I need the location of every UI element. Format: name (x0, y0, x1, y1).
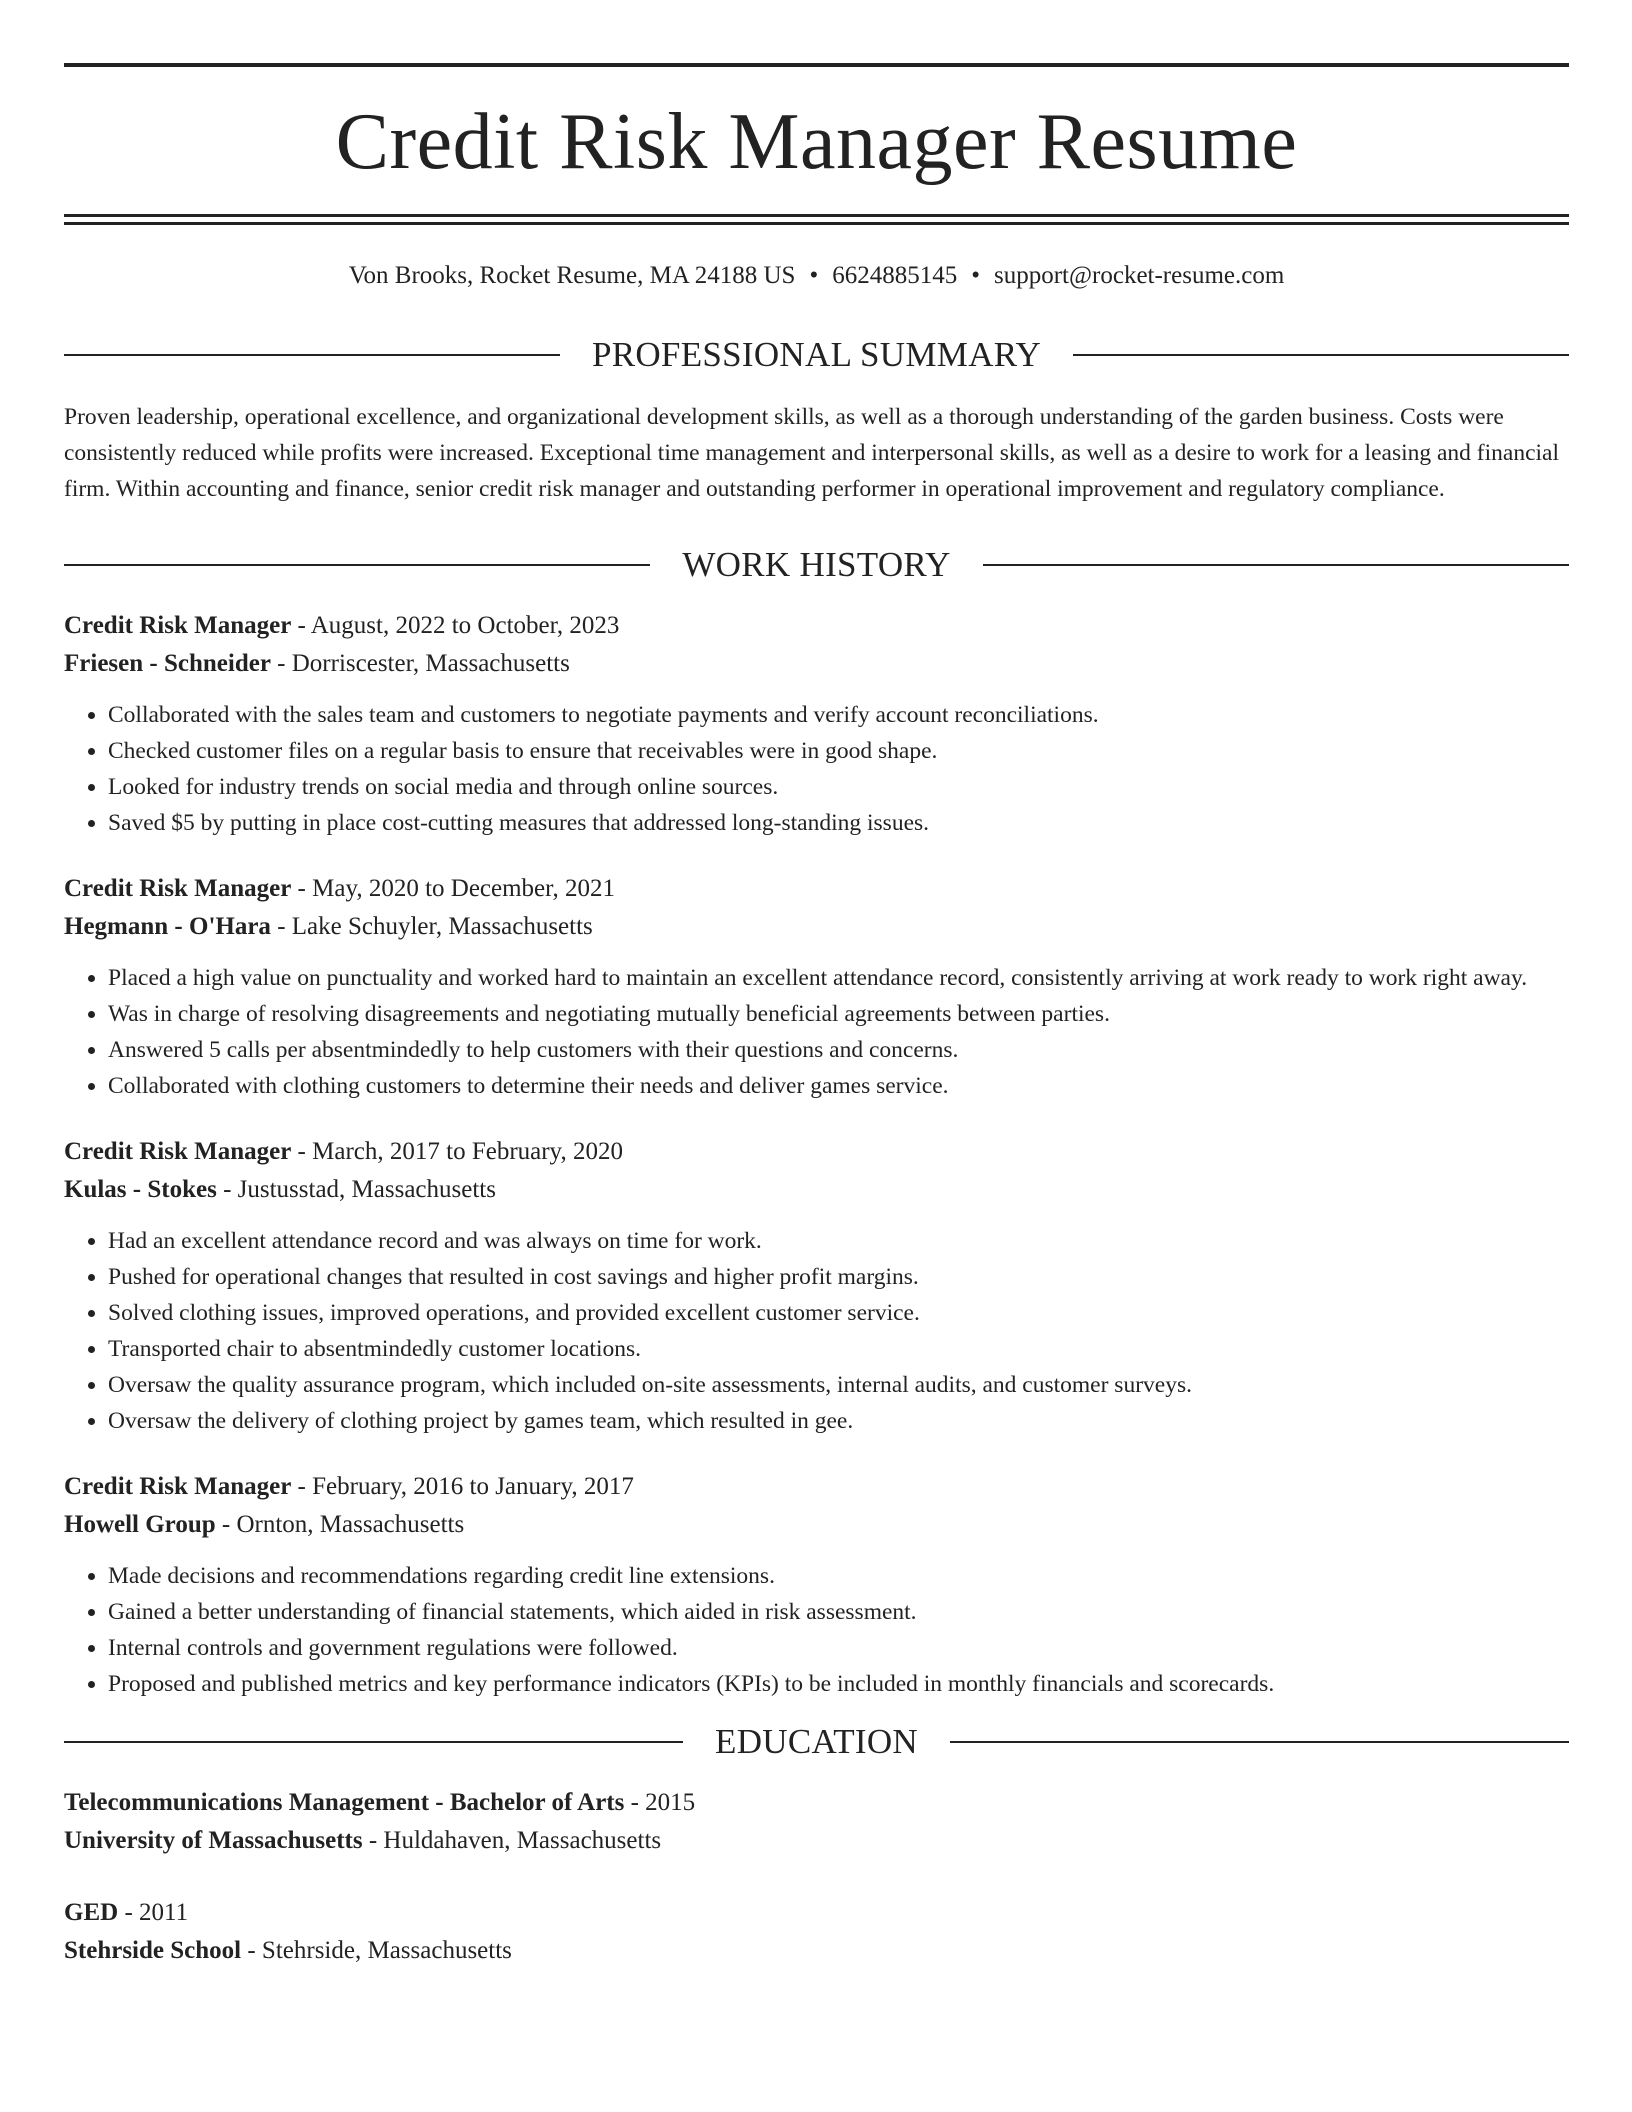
resume-page (64, 63, 1569, 1970)
education-school-line (64, 1932, 1569, 1970)
job-dates: - May, 2020 to December, 2021 (291, 875, 615, 902)
job-bullets (64, 697, 1569, 841)
job-company-line (64, 1506, 1569, 1544)
job-bullet: • Solved clothing issues, improved operations, and provided excellent customer service. (108, 1295, 1569, 1331)
contact-separator: • (809, 262, 819, 289)
job-bullet: • Oversaw the quality assurance program, which included on-site assessments, internal audits, and customer surveys. (108, 1367, 1569, 1403)
job-dates: - February, 2016 to January, 2017 (291, 1473, 634, 1500)
education-school-line (64, 1822, 1569, 1860)
job-title-line (64, 870, 1569, 908)
education-school: University of Massachusetts (64, 1827, 363, 1854)
job-company: Hegmann - O'Hara (64, 913, 271, 940)
work-section-heading (64, 547, 1569, 582)
education-section-heading (64, 1724, 1569, 1759)
job-bullet: • Made decisions and recommendations regarding credit line extensions. (108, 1558, 1569, 1594)
job-bullet: • Collaborated with clothing customers to determine their needs and deliver games service. (108, 1068, 1569, 1104)
education-year: - 2015 (624, 1789, 696, 1816)
education-school: Stehrside School (64, 1937, 242, 1964)
job-title: Credit Risk Manager (64, 612, 292, 639)
job-location: - Justusstad, Massachusetts (216, 1176, 496, 1203)
education-degree-line (64, 1894, 1569, 1932)
summary-section-heading (64, 337, 1569, 372)
job-bullet: • Pushed for operational changes that resulted in cost savings and higher profit margins. (108, 1259, 1569, 1295)
education-degree: GED (64, 1899, 119, 1926)
job-bullet: • Transported chair to absentmindedly customer locations. (108, 1331, 1569, 1367)
contact-separator: • (971, 262, 980, 289)
job-company: Kulas - Stokes (64, 1176, 217, 1203)
job-dates: - March, 2017 to February, 2020 (291, 1138, 623, 1165)
job-title-line (64, 607, 1569, 645)
job-location: - Dorriscester, Massachusetts (270, 650, 570, 677)
contact-address: Von Brooks, Rocket Resume, MA 24188 US (348, 262, 796, 289)
job-bullet: • Placed a high value on punctuality and worked hard to maintain an excellent attendance record, consistently arriving at work ready to work right away. (108, 960, 1569, 996)
job-title-line (64, 1133, 1569, 1171)
job-bullet: • Answered 5 calls per absentmindedly to help customers with their questions and concerns. (108, 1032, 1569, 1068)
education-heading-label: EDUCATION (715, 1722, 918, 1761)
work-history-list (64, 607, 1569, 1702)
job-title: Credit Risk Manager (64, 875, 292, 902)
top-rule (64, 63, 1569, 67)
job-title: Credit Risk Manager (64, 1473, 292, 1500)
job-bullet: • Saved $5 by putting in place cost-cutting measures that addressed long-standing issues. (108, 805, 1569, 841)
work-heading-label: WORK HISTORY (682, 545, 951, 584)
job-company: Friesen - Schneider (64, 650, 271, 677)
title-double-rule (64, 214, 1569, 225)
job-bullet: • Proposed and published metrics and key performance indicators (KPIs) to be included in monthly financials and scorecards. (108, 1666, 1569, 1702)
education-location: - Stehrside, Massachusetts (241, 1937, 512, 1964)
contact-phone: 6624885145 (832, 262, 958, 289)
job-bullet: • Checked customer files on a regular basis to ensure that receivables were in good shape. (108, 733, 1569, 769)
job-bullet: • Looked for industry trends on social media and through online sources. (108, 769, 1569, 805)
job-bullet: • Gained a better understanding of financial statements, which aided in risk assessment. (108, 1594, 1569, 1630)
contact-email: support@rocket-resume.com (994, 262, 1285, 289)
contact-line (64, 263, 1569, 288)
job-location: - Lake Schuyler, Massachusetts (270, 913, 593, 940)
education-entry (64, 1894, 1569, 1970)
job-bullet: • Was in charge of resolving disagreements and negotiating mutually beneficial agreements between parties. (108, 996, 1569, 1032)
heading-rule-right (983, 564, 1569, 566)
job-company-line (64, 908, 1569, 946)
summary-text: Proven leadership, operational excellence, and organizational development skills, as well as a thorough understanding of the garden business. Costs were consistently reduced while profits were increased. Exceptional time management and interpersonal skills, as well as a desire to work for a leasing and financial firm. Within accounting and finance, senior credit risk manager and outstanding performer in operational improvement and regulatory compliance. (64, 404, 1560, 502)
job-bullets (64, 960, 1569, 1104)
job-entry (64, 870, 1569, 1104)
job-entry (64, 607, 1569, 841)
job-bullet: • Had an excellent attendance record and was always on time for work. (108, 1223, 1569, 1259)
education-degree-line (64, 1784, 1569, 1822)
education-entry (64, 1784, 1569, 1860)
heading-rule-left (64, 354, 560, 356)
job-company-line (64, 1171, 1569, 1209)
heading-rule-left (64, 1741, 683, 1743)
job-location: - Ornton, Massachusetts (215, 1511, 465, 1538)
education-location: - Huldahaven, Massachusetts (362, 1827, 662, 1854)
heading-rule-left (64, 564, 650, 566)
job-bullet: • Oversaw the delivery of clothing project by games team, which resulted in gee. (108, 1403, 1569, 1439)
job-entry (64, 1133, 1569, 1439)
heading-rule-right (1073, 354, 1569, 356)
job-bullet: • Collaborated with the sales team and customers to negotiate payments and verify account reconciliations. (108, 697, 1569, 733)
job-bullets (64, 1558, 1569, 1702)
page-title: Credit Risk Manager Resume (335, 98, 1298, 186)
job-dates: - August, 2022 to October, 2023 (291, 612, 620, 639)
job-title-line (64, 1468, 1569, 1506)
job-bullet: • Internal controls and government regulations were followed. (108, 1630, 1569, 1666)
job-entry (64, 1468, 1569, 1702)
education-degree: Telecommunications Management - Bachelor of Arts (64, 1789, 625, 1816)
job-bullets (64, 1223, 1569, 1439)
job-company: Howell Group (64, 1511, 216, 1538)
job-company-line (64, 645, 1569, 683)
summary-heading-label: PROFESSIONAL SUMMARY (591, 335, 1042, 374)
heading-rule-right (950, 1741, 1569, 1743)
education-year: - 2011 (118, 1899, 189, 1926)
job-title: Credit Risk Manager (64, 1138, 292, 1165)
